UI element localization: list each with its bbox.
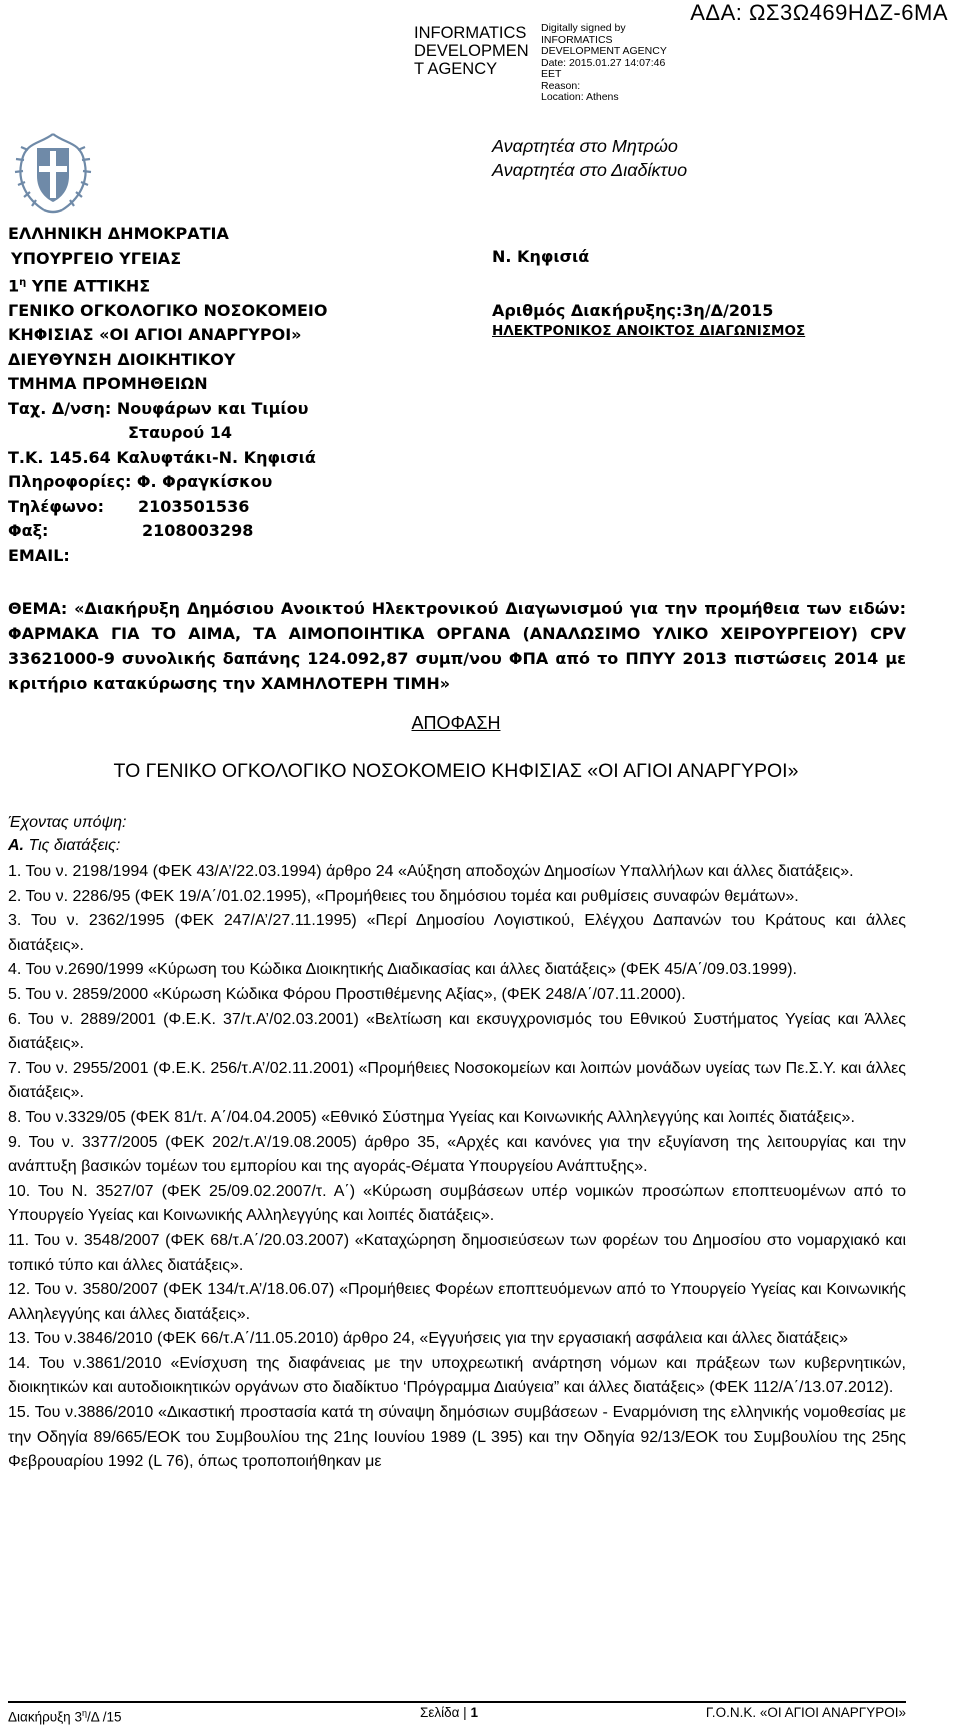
provision-item: 4. Του ν.2690/1999 «Κύρωση του Κώδικα Διοικητικής Διαδικασίας και άλλες διατάξεις» (ΦΕΚ 45/Α΄/09.03.1999). xyxy=(8,961,797,979)
fax-number: 2108003298 xyxy=(142,521,254,541)
provision-item: 5. Του ν. 2859/2000 «Κύρωση Κώδικα Φόρου Προστιθέμενης Αξίας», (ΦΕΚ 248/Α΄/07.11.2000). xyxy=(8,985,686,1003)
signature-org-line: T AGENCY xyxy=(414,60,498,78)
provision-item: 11. Του ν. 3548/2007 (ΦΕΚ 68/τ.Α΄/20.03.2007) «Καταχώρηση δημοσιεύσεων των φορέων του Δημοσίου στο νομαρχιακό και τοπικό τύπο και άλλες διατάξεις». xyxy=(8,1231,906,1274)
issuer-region-name: ΥΠΕ ΑΤΤΙΚΗΣ xyxy=(31,276,151,296)
fax-label: Φαξ: xyxy=(8,521,49,541)
issuer-block xyxy=(8,222,327,568)
issuer-hospital-1: ΓΕΝΙΚΟ ΟΓΚΟΛΟΓΙΚΟ ΝΟΣΟΚΟΜΕΙΟ xyxy=(8,300,328,320)
signature-detail-line: Location: Athens xyxy=(541,91,619,103)
issuer-email: EMAIL: xyxy=(8,545,70,565)
signature-detail-line: Digitally signed by xyxy=(541,22,626,34)
issuer-region-sup: η xyxy=(19,277,27,288)
footer-divider xyxy=(8,1701,906,1703)
posting-notes xyxy=(492,134,687,182)
section-a-title: Τις διατάξεις: xyxy=(28,837,121,854)
hospital-heading: ΤΟ ΓΕΝΙΚΟ ΟΓΚΟΛΟΓΙΚΟ ΝΟΣΟΚΟΜΕΙΟ ΚΗΦΙΣΙΑΣ «ΟΙ ΑΓΙΟΙ ΑΝΑΡΓΥΡΟΙ» xyxy=(113,760,799,782)
footer-notice-text: Διακήρυξη 3 xyxy=(8,1709,82,1725)
issuer-address-2: Σταυρού 14 xyxy=(128,423,233,443)
provision-item: 10. Του Ν. 3527/07 (ΦΕΚ 25/09.02.2007/τ. Α΄) «Κύρωση συμβάσεων υπέρ νομικών προσώπων εποπτευομένων από το Υπουργείο Υγείας και Κοινωνικής Αλληλεγγύης και λοιπές διατάξεις». xyxy=(8,1182,906,1225)
provisions-list xyxy=(8,860,906,1475)
posting-registry: Αναρτητέα στο Μητρώο xyxy=(492,136,678,156)
provision-item: 15. Του ν.3886/2010 «Δικαστική προστασία κατά τη σύναψη δημόσιων συμβάσεων - Εναρμόνιση της ελληνικής νομοθεσίας με την Οδηγία 89/665/ΕΟΚ του Συμβουλίου της 21ης Ιουνίου 1989 (L 395) και την Οδηγία 92/13/ΕΟΚ του Συμβουλίου της 25ης Φεβρουαρίου 1992 (L 76), όπως τροποποιήθηκαν με xyxy=(8,1404,906,1471)
signature-details xyxy=(541,23,701,104)
provision-item: 3. Του ν. 2362/1995 (ΦΕΚ 247/Α’/27.11.1995) «Περί Δημοσίου Λογιστικού, Ελέγχου Δαπανών του Κράτους και άλλες διατάξεις». xyxy=(8,912,906,954)
provision-item: 1. Του ν. 2198/1994 (ΦΕΚ 43/Α’/22.03.1994) άρθρο 24 «Αύξηση αποδοχών Δημοσίων Υπαλλήλων και άλλες διατάξεις». xyxy=(8,863,854,880)
subject: ΘΕΜΑ: «Διακήρυξη Δημόσιου Ανοικτού Ηλεκτρονικού Διαγωνισμού για την προμήθεια των ειδών: ΦΑΡΜΑΚΑ ΓΙΑ ΤΟ ΑΙΜΑ, ΤΑ ΑΙΜΟΠΟΙΗΤΙΚΑ ΟΡΓΑΝΑ (ΑΝΑΛΩΣΙΜΟ ΥΛΙΚΟ ΧΕΙΡΟΥΡΓΕΙΟΥ) CPV 33621000-9 συνολικής δαπάνης 124.092,87 συμπ/νου ΦΠΑ από το ΠΠΥΥ 2013 πιστώσεις 2014 με κριτήριο κατακύρωσης την ΧΑΜΗΛΟΤΕΡΗ ΤΙΜΗ» xyxy=(8,599,906,693)
issuer-address-1: Ταχ. Δ/νση: Νουφάρων και Τιμίου xyxy=(8,398,309,418)
issuer-postcode: Τ.Κ. 145.64 Καλυφτάκι-Ν. Κηφισιά xyxy=(8,447,316,467)
issuer-region-number: 1 xyxy=(8,276,20,296)
ada-code: ΑΔΑ: ΩΣ3Ω469ΗΔΖ-6ΜΑ xyxy=(690,0,948,25)
issuer-directorate: ΔΙΕΥΘΥΝΣΗ ΔΙΟΙΚΗΤΙΚΟΥ xyxy=(8,349,236,369)
signature-detail-line: Reason: xyxy=(541,79,581,92)
footer-notice-suffix: /Δ /15 xyxy=(86,1709,122,1725)
phone-label: Τηλέφωνο: xyxy=(8,496,105,516)
notice-type: ΗΛΕΚΤΡΟΝΙΚΟΣ ΑΝΟΙΚΤΟΣ ΔΙΑΓΩΝΙΣΜΟΣ xyxy=(492,323,806,339)
signature-detail-line: EET xyxy=(541,68,562,80)
signature-org xyxy=(414,24,534,78)
provision-item: 13. Του ν.3846/2010 (ΦΕΚ 66/τ.Α΄/11.05.2010) άρθρο 24, «Εγγυήσεις για την εργασιακή ασφάλεια και άλλες διατάξεις» xyxy=(8,1330,849,1348)
footer-notice-sup: η xyxy=(81,1708,87,1718)
footer-hospital: Γ.Ο.Ν.Κ. «ΟΙ ΑΓΙΟΙ ΑΝΑΡΓΥΡΟΙ» xyxy=(705,1705,906,1720)
notice-number: Αριθμός Διακήρυξης:3η/Δ/2015 xyxy=(492,301,774,320)
provision-item: 7. Του ν. 2955/2001 (Φ.Ε.Κ. 256/τ.Α’/02.11.2001) «Προμήθειες Νοσοκομείων και λοιπών μονάδων υγείας των Πε.Σ.Υ. και άλλες διατάξεις». xyxy=(8,1059,906,1102)
issuer-ministry: ΥΠΟΥΡΓΕΙΟ ΥΓΕΙΑΣ xyxy=(11,248,182,268)
provision-item: 2. Του ν. 2286/95 (ΦΕΚ 19/Α΄/01.02.1995), «Προμήθειες του δημόσιου τομέα και ρυθμίσεις συναφών θεμάτων». xyxy=(8,887,799,905)
considering-label: Έχοντας υπόψη: xyxy=(8,814,127,831)
signature-org-line: INFORMATICS xyxy=(414,24,527,42)
issuer-phone xyxy=(8,495,327,520)
footer-notice-ref xyxy=(8,1704,122,1727)
provision-item: 9. Του ν. 3377/2005 (ΦΕΚ 202/τ.Α’/19.08.2005) άρθρο 35, «Αρχές και κανόνες για την εξυγίανση της λειτουργίας και την ανάπτυξη βασικών τομέων του εμπορίου και της αγοράς-Θέματα Υπουργείου Ανάπτυξης». xyxy=(8,1133,906,1176)
issuer-fax xyxy=(8,519,327,544)
issuer-country: ΕΛΛΗΝΙΚΗ ΔΗΜΟΚΡΑΤΙΑ xyxy=(8,224,229,243)
section-a-heading xyxy=(8,835,120,857)
place-name: Ν. Κηφισιά xyxy=(492,247,590,266)
signature-detail-line: Date: 2015.01.27 14:07:46 xyxy=(541,56,666,69)
phone-number: 2103501536 xyxy=(138,496,250,516)
issuer-hospital-2: ΚΗΦΙΣΙΑΣ «ΟΙ ΑΓΙΟΙ ΑΝΑΡΓΥΡΟΙ» xyxy=(8,325,302,345)
section-a-letter: Α. xyxy=(8,837,24,854)
provision-item: 14. Του ν.3861/2010 «Ενίσχυση της διαφάνειας με την υποχρεωτική ανάρτηση νόμων και πράξεων των κυβερνητικών, διοικητικών και αυτοδιοικητικών οργάνων στο διαδίκτυο ‘Πρόγραμμα Διαύγεια” και άλλες διατάξεις» (ΦΕΚ 112/Α΄/13.07.2012). xyxy=(8,1354,906,1397)
posting-internet: Αναρτητέα στο Διαδίκτυο xyxy=(492,160,688,180)
provision-item: 8. Του ν.3329/05 (ΦΕΚ 81/τ. Α΄/04.04.2005) «Εθνικό Σύστημα Υγείας και Κοινωνικής Αλληλεγγύης και λοιπές διατάξεις». xyxy=(8,1108,855,1126)
footer-page-label: Σελίδα | xyxy=(420,1705,467,1720)
issuer-department: ΤΜΗΜΑ ΠΡΟΜΗΘΕΙΩΝ xyxy=(8,374,208,394)
issuer-contact-person: Πληροφορίες: Φ. Φραγκίσκου xyxy=(8,472,273,492)
provision-item: 6. Του ν. 2889/2001 (Φ.Ε.Κ. 37/τ.Α’/02.03.2001) «Βελτίωση και εκσυγχρονισμός του Εθνικού Συστήματος Υγείας και Άλλες διατάξεις». xyxy=(8,1010,906,1053)
signature-detail-line: INFORMATICS xyxy=(541,33,613,46)
issuer-region xyxy=(8,271,327,299)
footer-page-number: 1 xyxy=(470,1705,478,1720)
decision-heading: ΑΠΟΦΑΣΗ xyxy=(411,713,501,733)
signature-detail-line: DEVELOPMENT AGENCY xyxy=(541,45,667,57)
signature-org-line: DEVELOPMEN xyxy=(414,42,529,60)
greek-coat-of-arms-icon xyxy=(10,130,96,216)
notice-header xyxy=(492,246,805,340)
footer-page xyxy=(420,1704,478,1722)
provision-item: 12. Του ν. 3580/2007 (ΦΕΚ 134/τ.Α’/18.06.07) «Προμήθειες Φορέων εποπτευόμενων από το Υπουργείο Υγείας και Κοινωνικής Αλληλεγγύης και άλλες διατάξεις». xyxy=(8,1281,906,1323)
